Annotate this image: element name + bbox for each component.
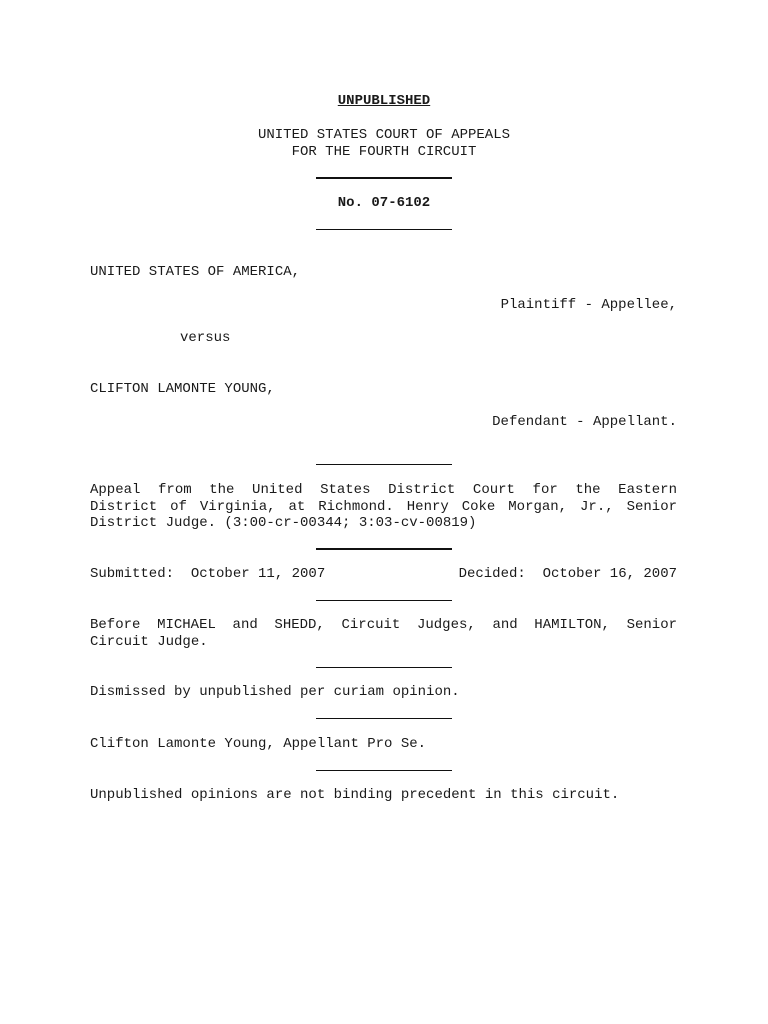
panel-line: Circuit Judge. xyxy=(90,633,208,650)
divider-rule xyxy=(316,770,452,771)
versus-label: versus xyxy=(180,330,231,346)
decided-date: Decided: October 16, 2007 xyxy=(458,566,677,582)
unpublished-heading: UNPUBLISHED xyxy=(337,93,431,109)
panel-line: Before MICHAEL and SHEDD, Circuit Judges, and HAMILTON, Senior xyxy=(90,617,677,633)
precedent-notice: Unpublished opinions are not binding precedent in this circuit. xyxy=(90,787,620,803)
court-name-line1: UNITED STATES COURT OF APPEALS xyxy=(257,127,511,143)
plaintiff-name: UNITED STATES OF AMERICA, xyxy=(90,264,301,280)
submitted-date: Submitted: October 11, 2007 xyxy=(90,566,326,582)
divider-rule xyxy=(316,177,452,179)
defendant-name: CLIFTON LAMONTE YOUNG, xyxy=(90,381,275,397)
disposition-text: Dismissed by unpublished per curiam opinion. xyxy=(90,684,460,700)
panel-paragraph xyxy=(90,617,677,650)
appeal-paragraph xyxy=(90,482,677,532)
divider-rule xyxy=(316,718,452,719)
divider-rule xyxy=(316,548,452,550)
divider-rule xyxy=(316,600,452,601)
divider-rule xyxy=(316,667,452,668)
counsel-text: Clifton Lamonte Young, Appellant Pro Se. xyxy=(90,736,427,752)
appeal-line: District Judge. (3:00-cr-00344; 3:03-cv-00819) xyxy=(90,515,477,531)
divider-rule xyxy=(316,229,452,230)
court-name-line2: FOR THE FOURTH CIRCUIT xyxy=(291,144,477,160)
divider-rule xyxy=(316,464,452,465)
plaintiff-role: Plaintiff - Appellee, xyxy=(500,297,677,313)
appeal-line: District of Virginia, at Richmond. Henry Coke Morgan, Jr., Senior xyxy=(90,498,677,515)
appeal-line: Appeal from the United States District Court for the Eastern xyxy=(90,482,677,498)
defendant-role: Defendant - Appellant. xyxy=(492,414,677,430)
case-number: No. 07-6102 xyxy=(337,195,431,211)
